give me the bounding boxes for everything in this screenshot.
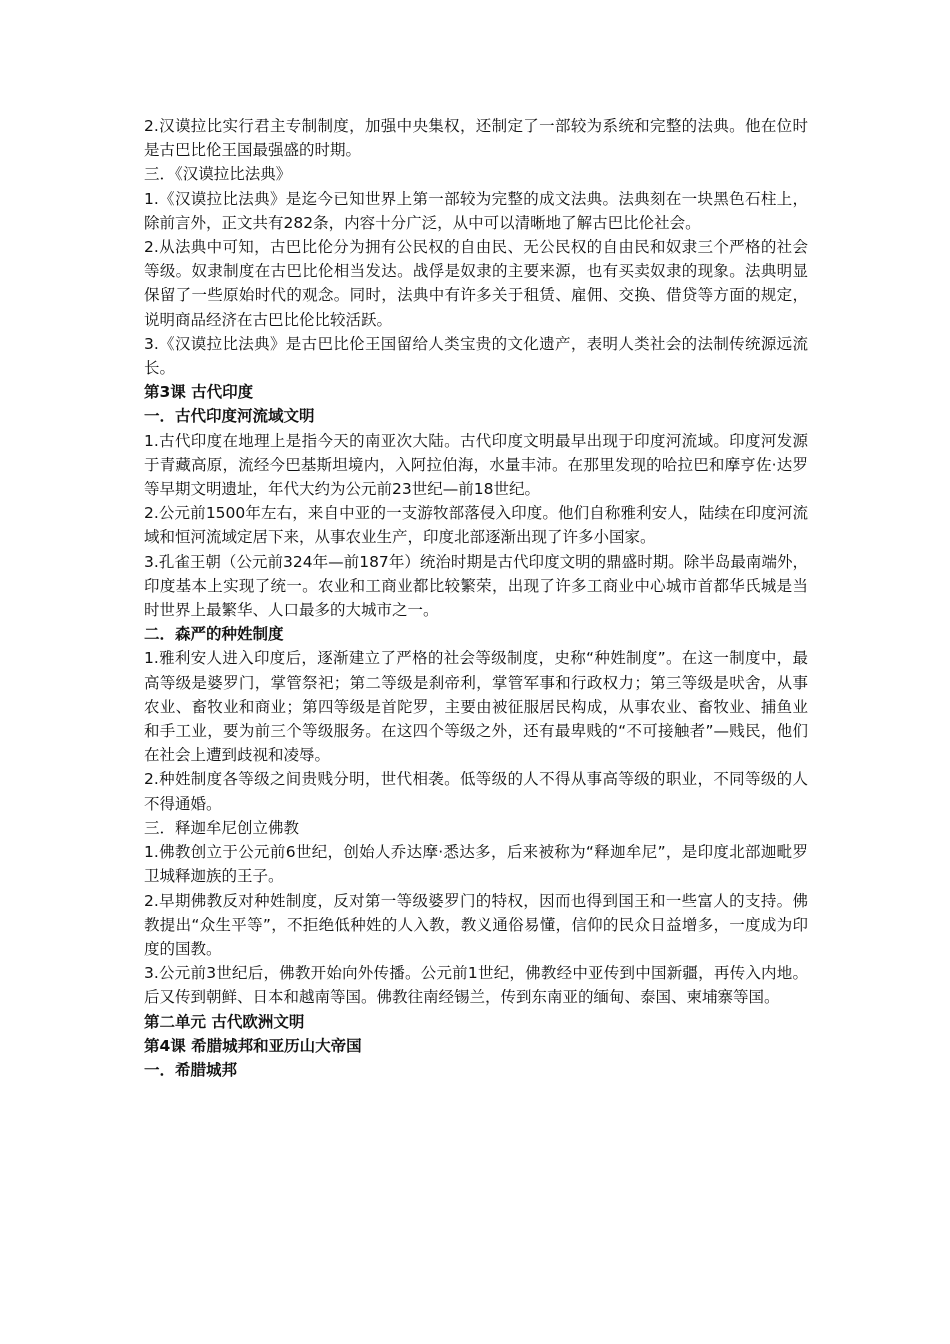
paragraph-buddhism-founding: 1.佛教创立于公元前6世纪，创始人乔达摩·悉达多，后来被称为“释迦牟尼”，是印度北部迦毗罗卫城释迦族的王子。 [144,843,808,886]
lesson-title-ancient-india: 第3课 古代印度 [144,383,254,402]
paragraph-caste-rules: 2.种姓制度各等级之间贵贱分明，世代相袭。低等级的人不得从事高等级的职业，不同等级的人不得通婚。 [144,770,808,813]
paragraph-caste-levels: 1.雅利安人进入印度后，逐渐建立了严格的社会等级制度，史称“种姓制度”。在这一制度中，最高等级是婆罗门，掌管祭祀；第二等级是刹帝利，掌管军事和行政权力；第三等级是吠舍，从事农业、畜牧业和商业；第四等级是首陀罗，主要由被征服居民构成，从事农业、畜牧业、捕鱼业和手工业，要为前三个等级服务。在这四个等级之外，还有最卑贱的“不可接触者”—贱民，他们在社会上遭到歧视和凌辱。 [144,649,808,765]
section-heading-buddhism: 三．释迦牟尼创立佛教 [144,818,300,837]
paragraph-code-overview: 1.《汉谟拉比法典》是迄今已知世界上第一部较为完整的成文法典。法典刻在一块黑色石柱上，除前言外，正文共有282条，内容十分广泛，从中可以清晰地了解古巴比伦社会。 [144,189,808,232]
paragraph-aryan-migration: 2.公元前1500年左右，来自中亚的一支游牧部落侵入印度。他们自称雅利安人，陆续在印度河流域和恒河流域定居下来，从事农业生产，印度北部逐渐出现了许多小国家。 [144,504,808,547]
section-heading-indus-civilization: 一．古代印度河流域文明 [144,407,315,426]
paragraph-cultural-heritage: 3.《汉谟拉比法典》是古巴比伦王国留给人类宝贵的文化遗产，表明人类社会的法制传统源远流长。 [144,334,808,378]
paragraph-maurya-dynasty: 3.孔雀王朝（公元前324年—前187年）统治时期是古代印度文明的鼎盛时期。除半岛最南端外，印度基本上实现了统一。农业和工商业都比较繁荣，出现了许多工商业中心城市首都华氏城是当时世界上最繁华、人口最多的大城市之一。 [144,552,808,620]
section-heading-greek-city-states: 一．希腊城邦 [144,1060,238,1079]
unit-title-european-civilization: 第二单元 古代欧洲文明 [144,1012,305,1031]
paragraph-hammurabi-rule: 2.汉谟拉比实行君主专制制度，加强中央集权，还制定了一部较为系统和完整的法典。他在位时是古巴比伦王国最强盛的时期。 [144,117,808,160]
paragraph-buddhism-spread: 3.公元前3世纪后，佛教开始向外传播。公元前1世纪，佛教经中亚传到中国新疆，再传入内地。后又传到朝鲜、日本和越南等国。佛教往南经锡兰，传到东南亚的缅甸、泰国、柬埔寨等国。 [144,964,808,1007]
paragraph-indus-geography: 1.古代印度在地理上是指今天的南亚次大陆。古代印度文明最早出现于印度河流域。印度河发源于青藏高原，流经今巴基斯坦境内，入阿拉伯海，水量丰沛。在那里发现的哈拉巴和摩亨佐·达罗等早期文明遗址，年代大约为公元前23世纪—前18世纪。 [144,431,808,499]
heading-hammurabi-code: 三．《汉谟拉比法典》 [144,165,292,184]
lesson-title-greece: 第4课 希腊城邦和亚历山大帝国 [144,1036,362,1055]
document-page [144,114,808,1082]
paragraph-early-buddhism: 2.早期佛教反对种姓制度，反对第一等级婆罗门的特权，因而也得到国王和一些富人的支持。佛教提出“众生平等”，不拒绝低种姓的人入教，教义通俗易懂，信仰的民众日益增多，一度成为印度的国教。 [144,891,808,958]
section-heading-caste-system: 二．森严的种姓制度 [144,625,284,644]
paragraph-social-classes: 2.从法典中可知，古巴比伦分为拥有公民权的自由民、无公民权的自由民和奴隶三个严格的社会等级。奴隶制度在古巴比伦相当发达。战俘是奴隶的主要来源，也有买卖奴隶的现象。法典明显保留了一些原始时代的观念。同时，法典中有许多关于租赁、雇佣、交换、借贷等方面的规定，说明商品经济在古巴比伦比较活跃。 [144,238,808,329]
